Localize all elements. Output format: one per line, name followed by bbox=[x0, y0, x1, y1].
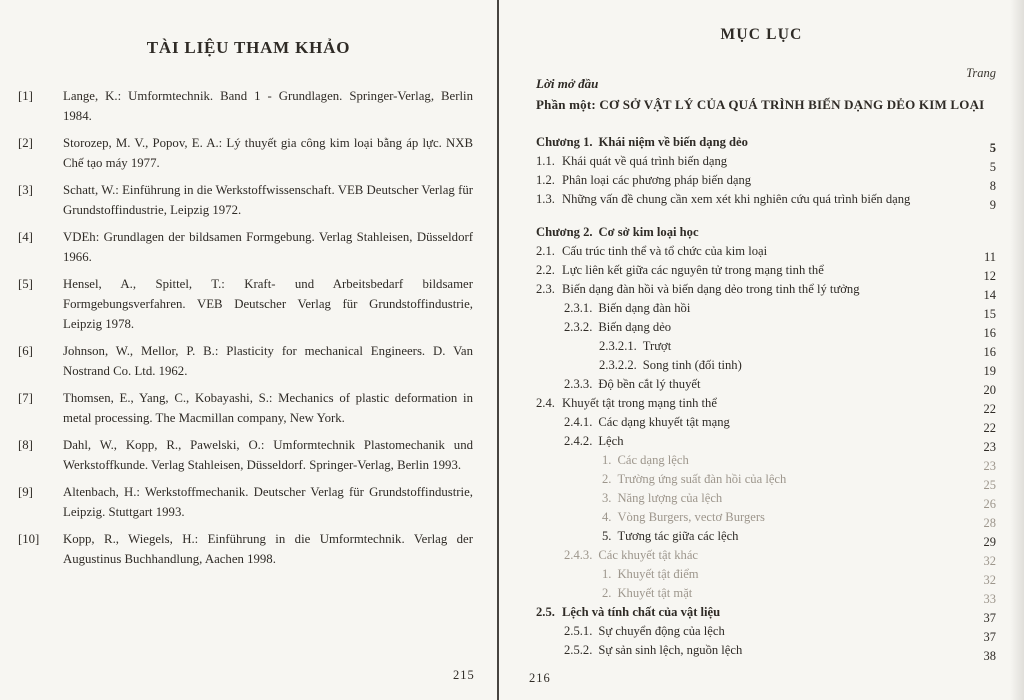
toc-entry-label: Biến dạng đàn hồi bbox=[598, 301, 691, 315]
toc-entry-label: Sự chuyển động của lệch bbox=[598, 624, 725, 638]
reference-text: Storozep, M. V., Popov, E. A.: Lý thuyết gia công kim loại bằng áp lực. NXB Chế tạo máy 1977. bbox=[63, 136, 473, 170]
toc-entry-number: 2.4.1. bbox=[564, 415, 593, 429]
reference-text: Schatt, W.: Einführung in die Werkstoffwissenschaft. VEB Deutscher Verlag für Grundstoffindustrie, Leipzig 1972. bbox=[63, 183, 473, 217]
toc-entry-number: 2.3.2.2. bbox=[599, 358, 637, 372]
reference-item bbox=[18, 227, 473, 267]
reference-item bbox=[18, 274, 473, 334]
reference-text: Hensel, A., Spittel, T.: Kraft- und Arbeitsbedarf bildsamer Formgebungsverfahren. VEB Deutscher Verlag für Grundstoffindustrie, Leipzig 1978. bbox=[63, 277, 473, 331]
toc-row bbox=[536, 489, 996, 511]
toc-page-number: 37 bbox=[983, 630, 996, 644]
toc-page-number: 32 bbox=[983, 573, 996, 587]
toc-row bbox=[536, 223, 996, 242]
toc-entry-label: Song tinh (đối tinh) bbox=[642, 358, 742, 372]
right-page-number: 216 bbox=[529, 671, 551, 685]
toc-entry-label: Lệch và tính chất của vật liệu bbox=[562, 605, 721, 619]
references-page bbox=[0, 0, 497, 700]
toc-entry-label: Các dạng lệch bbox=[617, 453, 689, 467]
toc-page-number: 5 bbox=[989, 141, 996, 155]
toc-entry-label: Những vấn đề chung cần xem xét khi nghiên cứu quá trình biến dạng bbox=[562, 192, 911, 206]
toc-row bbox=[536, 622, 996, 644]
references-page-title: TÀI LIỆU THAM KHẢO bbox=[146, 38, 351, 57]
toc-row bbox=[536, 546, 996, 568]
toc-entry-label: Lực liên kết giữa các nguyên tử trong mạng tinh thể bbox=[562, 263, 824, 277]
toc-entry-label: Lệch bbox=[598, 434, 624, 448]
toc-entry-label: Trường ứng suất đàn hồi của lệch bbox=[617, 472, 787, 486]
toc-entry-label: Biến dạng dẻo bbox=[598, 320, 672, 334]
toc-row bbox=[536, 171, 996, 193]
toc-entry-number: 2.3.1. bbox=[564, 301, 593, 315]
toc-entry-number: 2.3. bbox=[536, 282, 555, 296]
toc-entry-label: Cấu trúc tinh thể và tổ chức của kim loại bbox=[562, 244, 768, 258]
reference-item bbox=[18, 435, 473, 475]
toc-page-number: 23 bbox=[983, 440, 996, 454]
toc-entry-label: Vòng Burgers, vectơ Burgers bbox=[617, 510, 765, 524]
toc-entry-number: 1.2. bbox=[536, 173, 555, 187]
reference-text: Altenbach, H.: Werkstoffmechanik. Deutscher Verlag für Grundstoffindustrie, Leipzig. Stuttgart 1993. bbox=[63, 485, 473, 519]
toc-entry-label: Năng lượng của lệch bbox=[617, 491, 723, 505]
reference-marker: [1] bbox=[18, 89, 33, 103]
toc-page-number: 9 bbox=[989, 198, 996, 212]
left-page-number: 215 bbox=[453, 668, 475, 682]
reference-text: Dahl, W., Kopp, R., Pawelski, O.: Umformtechnik Plastomechanik und Werkstoffkunde. Verlag Stahleisen, Düsseldorf. Springer-Verlag, Berlin 1993. bbox=[63, 438, 473, 472]
toc-entry-number: 1.3. bbox=[536, 192, 555, 206]
toc-entry-label: Cơ sở kim loại học bbox=[598, 225, 699, 239]
toc-page-number: 22 bbox=[983, 421, 996, 435]
part-one-heading: Phần một: CƠ SỞ VẬT LÝ CỦA QUÁ TRÌNH BIẾN DẠNG DẺO KIM LOẠI bbox=[536, 97, 985, 112]
toc-page-number: 33 bbox=[983, 592, 996, 606]
toc-entry-label: Khuyết tật mặt bbox=[617, 586, 693, 600]
toc-entry-number: 2.3.3. bbox=[564, 377, 593, 391]
reference-item bbox=[18, 133, 473, 173]
reference-marker: [5] bbox=[18, 277, 33, 291]
toc-entry-number: 2.4.2. bbox=[564, 434, 593, 448]
toc-entry-number: 1. bbox=[602, 453, 612, 467]
toc-page-number: 28 bbox=[983, 516, 996, 530]
reference-marker: [2] bbox=[18, 136, 33, 150]
reference-text: Kopp, R., Wiegels, H.: Einführung in die Umformtechnik. Verlag der Augustinus Buchhandlung, Aachen 1998. bbox=[63, 532, 473, 566]
toc-page-number: 19 bbox=[983, 364, 996, 378]
toc-entry-number: 2.3.2. bbox=[564, 320, 593, 334]
toc-entry-number: 2.5.2. bbox=[564, 643, 593, 657]
reference-list bbox=[18, 86, 473, 576]
toc-page-number: 12 bbox=[983, 269, 996, 283]
toc-row bbox=[536, 603, 996, 625]
toc-page-number: 14 bbox=[983, 288, 996, 302]
toc-page-number: 32 bbox=[983, 554, 996, 568]
reference-marker: [3] bbox=[18, 183, 33, 197]
reference-item bbox=[18, 529, 473, 569]
toc-entry-number: 1.1. bbox=[536, 154, 555, 168]
toc-row bbox=[536, 451, 996, 473]
toc-entry-label: Tương tác giữa các lệch bbox=[617, 529, 739, 543]
reference-item bbox=[18, 180, 473, 220]
toc-entry-number: Chương 2. bbox=[536, 225, 593, 239]
toc-entry-label: Các dạng khuyết tật mạng bbox=[598, 415, 730, 429]
toc-page-number: 37 bbox=[983, 611, 996, 625]
toc-row bbox=[536, 375, 996, 397]
toc-page-number: 5 bbox=[989, 160, 996, 174]
toc-entry-number: 2.5.1. bbox=[564, 624, 593, 638]
toc-row bbox=[536, 299, 996, 321]
page-column-label: Trang bbox=[966, 66, 996, 80]
toc-page bbox=[499, 0, 1024, 700]
toc-row bbox=[536, 242, 996, 264]
toc-entry-label: Trượt bbox=[642, 339, 672, 353]
toc-row bbox=[536, 470, 996, 492]
toc-row bbox=[536, 584, 996, 606]
toc-row bbox=[536, 508, 996, 530]
toc-row bbox=[536, 394, 996, 416]
toc-page-number: 38 bbox=[983, 649, 996, 663]
foreword-entry: Lời mở đầu bbox=[536, 76, 599, 91]
toc-entry-number: 2.3.2.1. bbox=[599, 339, 637, 353]
reference-item bbox=[18, 86, 473, 126]
toc-row bbox=[536, 152, 996, 174]
toc-entry-label: Các khuyết tật khác bbox=[598, 548, 699, 562]
toc-list bbox=[536, 133, 996, 663]
toc-page-number: 15 bbox=[983, 307, 996, 321]
toc-row bbox=[536, 337, 996, 359]
toc-page-number: 25 bbox=[983, 478, 996, 492]
toc-entry-number: 4. bbox=[602, 510, 612, 524]
toc-entry-number: 2.1. bbox=[536, 244, 555, 258]
toc-row bbox=[536, 413, 996, 435]
toc-row bbox=[536, 280, 996, 302]
toc-row bbox=[536, 190, 996, 212]
reference-text: Thomsen, E., Yang, C., Kobayashi, S.: Mechanics of plastic deformation in metal processing. The Macmillan company, New York. bbox=[63, 391, 473, 425]
toc-entry-number: 2. bbox=[602, 586, 612, 600]
toc-page-number: 8 bbox=[989, 179, 996, 193]
toc-page-number: 29 bbox=[983, 535, 996, 549]
reference-marker: [6] bbox=[18, 344, 33, 358]
toc-page-title: MỤC LỤC bbox=[720, 26, 803, 43]
toc-entry-label: Khuyết tật trong mạng tinh thể bbox=[562, 396, 717, 410]
toc-page-number: 20 bbox=[983, 383, 996, 397]
reference-marker: [8] bbox=[18, 438, 33, 452]
toc-entry-label: Khái quát về quá trình biến dạng bbox=[562, 154, 728, 168]
toc-entry-number: 1. bbox=[602, 567, 612, 581]
reference-marker: [4] bbox=[18, 230, 33, 244]
toc-row bbox=[536, 432, 996, 454]
reference-item bbox=[18, 482, 473, 522]
toc-entry-label: Biến dạng đàn hồi và biến dạng dẻo trong tinh thể lý tưởng bbox=[562, 282, 860, 296]
reference-item bbox=[18, 341, 473, 381]
reference-text: VDEh: Grundlagen der bildsamen Formgebung. Verlag Stahleisen, Düsseldorf 1966. bbox=[63, 230, 473, 264]
toc-row bbox=[536, 318, 996, 340]
toc-entry-label: Khái niệm về biến dạng dẻo bbox=[598, 135, 748, 149]
toc-page-number: 23 bbox=[983, 459, 996, 473]
reference-marker: [10] bbox=[18, 532, 40, 546]
toc-entry-number: Chương 1. bbox=[536, 135, 593, 149]
toc-entry-number: 2.2. bbox=[536, 263, 555, 277]
toc-entry-number: 2.4.3. bbox=[564, 548, 593, 562]
reference-text: Johnson, W., Mellor, P. B.: Plasticity for mechanical Engineers. D. Van Nostrand Co. Ltd. 1962. bbox=[63, 344, 473, 378]
toc-entry-number: 2.5. bbox=[536, 605, 555, 619]
toc-entry-label: Khuyết tật điểm bbox=[617, 567, 699, 581]
toc-entry-number: 2. bbox=[602, 472, 612, 486]
toc-page-number: 11 bbox=[983, 250, 996, 264]
reference-marker: [9] bbox=[18, 485, 33, 499]
toc-row bbox=[536, 261, 996, 283]
toc-row bbox=[536, 641, 996, 663]
toc-entry-label: Phân loại các phương pháp biến dạng bbox=[562, 173, 752, 187]
toc-row bbox=[536, 356, 996, 378]
toc-page-number: 22 bbox=[983, 402, 996, 416]
toc-page-number: 16 bbox=[983, 326, 996, 340]
toc-row bbox=[536, 133, 996, 155]
toc-row bbox=[536, 527, 996, 549]
reference-item bbox=[18, 388, 473, 428]
reference-marker: [7] bbox=[18, 391, 33, 405]
toc-row bbox=[536, 565, 996, 587]
toc-entry-number: 2.4. bbox=[536, 396, 555, 410]
toc-entry-number: 5. bbox=[602, 529, 612, 543]
toc-entry-label: Sự sản sinh lệch, nguồn lệch bbox=[598, 643, 743, 657]
reference-text: Lange, K.: Umformtechnik. Band 1 - Grundlagen. Springer-Verlag, Berlin 1984. bbox=[63, 89, 473, 123]
toc-entry-number: 3. bbox=[602, 491, 612, 505]
toc-entry-label: Độ bền cắt lý thuyết bbox=[598, 377, 701, 391]
toc-page-number: 16 bbox=[983, 345, 996, 359]
toc-page-number: 26 bbox=[983, 497, 996, 511]
